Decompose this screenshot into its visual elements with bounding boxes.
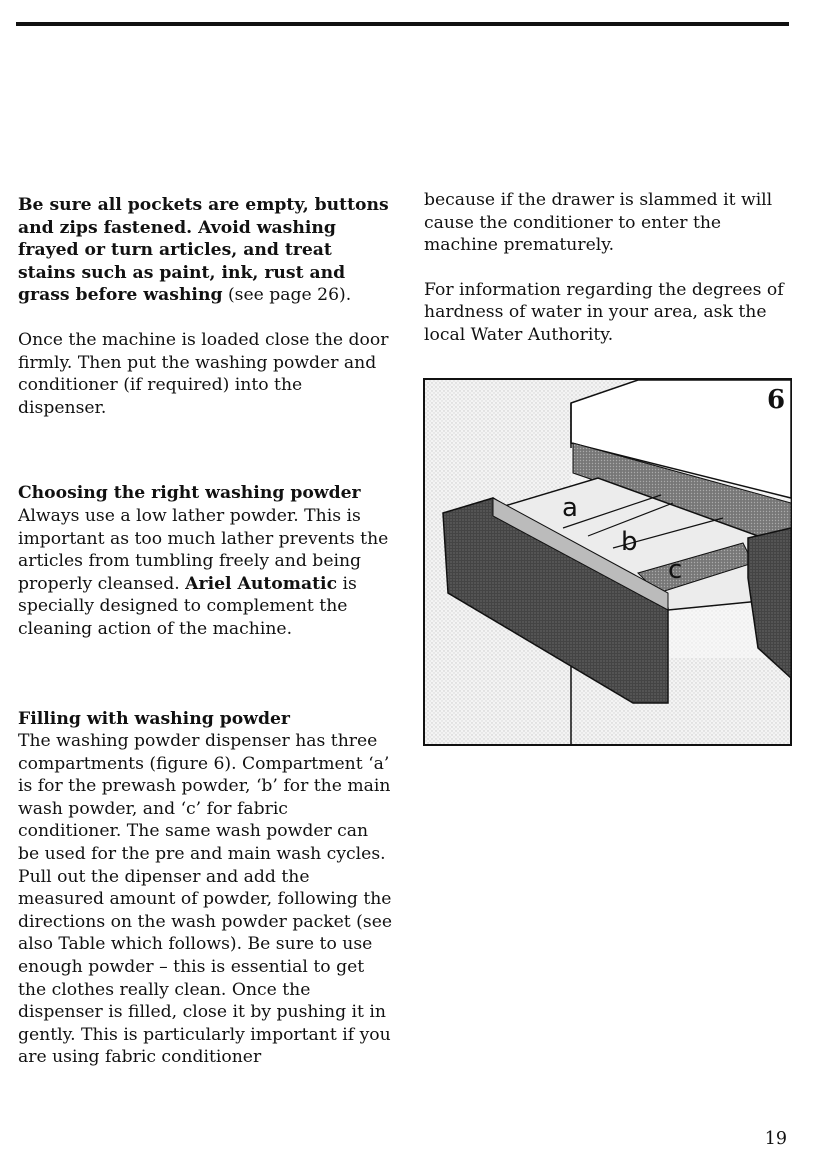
filling-powder-text: The washing powder dispenser has three compartments (figure 6). Compartment ‘a’ is for the prewash powder, ‘b’ for the main wash powder, and ‘c’ for fabric conditioner. The same wash powder can be used for the pre and main wash cycles. Pull out the dipenser and add the measured amount of powder, following the directions on the wash powder packet (see also Table which follows). Be sure to use enough powder – this is essential to get the clothes really clean. Once the dispenser is filled, close it by pushing it in gently. This is particularly important if you are using fabric conditioner [18, 731, 393, 1068]
filling-powder-heading: Filling with washing powder [18, 708, 290, 729]
brand-name: Ariel Automatic [185, 573, 338, 594]
dispenser-drawer-figure [423, 378, 792, 746]
drawer-paragraph: because if the drawer is slammed it will cause the conditioner to enter the machine prematurely. [424, 190, 773, 256]
choosing-powder-text: Always use a low lather powder. This is important as too much lather prevents the articles from tumbling freely and being properly cleansed. [18, 505, 389, 594]
compartment-a-label: a [562, 493, 578, 523]
left-column [18, 194, 393, 1091]
right-column [424, 189, 794, 369]
top-rule [16, 22, 789, 26]
intro-paragraph [18, 194, 393, 307]
figure-number: 6 [767, 385, 786, 415]
page-number: 19 [764, 1129, 787, 1149]
loading-paragraph: Once the machine is loaded close the door firmly. Then put the washing powder and conditioner (if required) into the dispenser. [18, 329, 389, 418]
choosing-powder-section [18, 482, 393, 640]
choosing-powder-heading: Choosing the right washing powder [18, 483, 361, 504]
compartment-b-label: b [621, 527, 638, 557]
filling-powder-section [18, 708, 393, 1070]
intro-page-ref: (see page 26). [222, 285, 352, 306]
intro-bold-text: Be sure all pockets are empty, buttons and zips fastened. Avoid washing frayed or turn articles, and treat stains such as paint, ink, rust and grass before washing [18, 195, 389, 306]
compartment-c-label: c [668, 555, 683, 585]
water-hardness-paragraph: For information regarding the degrees of hardness of water in your area, ask the local Water Authority. [424, 279, 784, 345]
choosing-powder-text-end: is specially designed to complement the cleaning action of the machine. [18, 573, 357, 639]
